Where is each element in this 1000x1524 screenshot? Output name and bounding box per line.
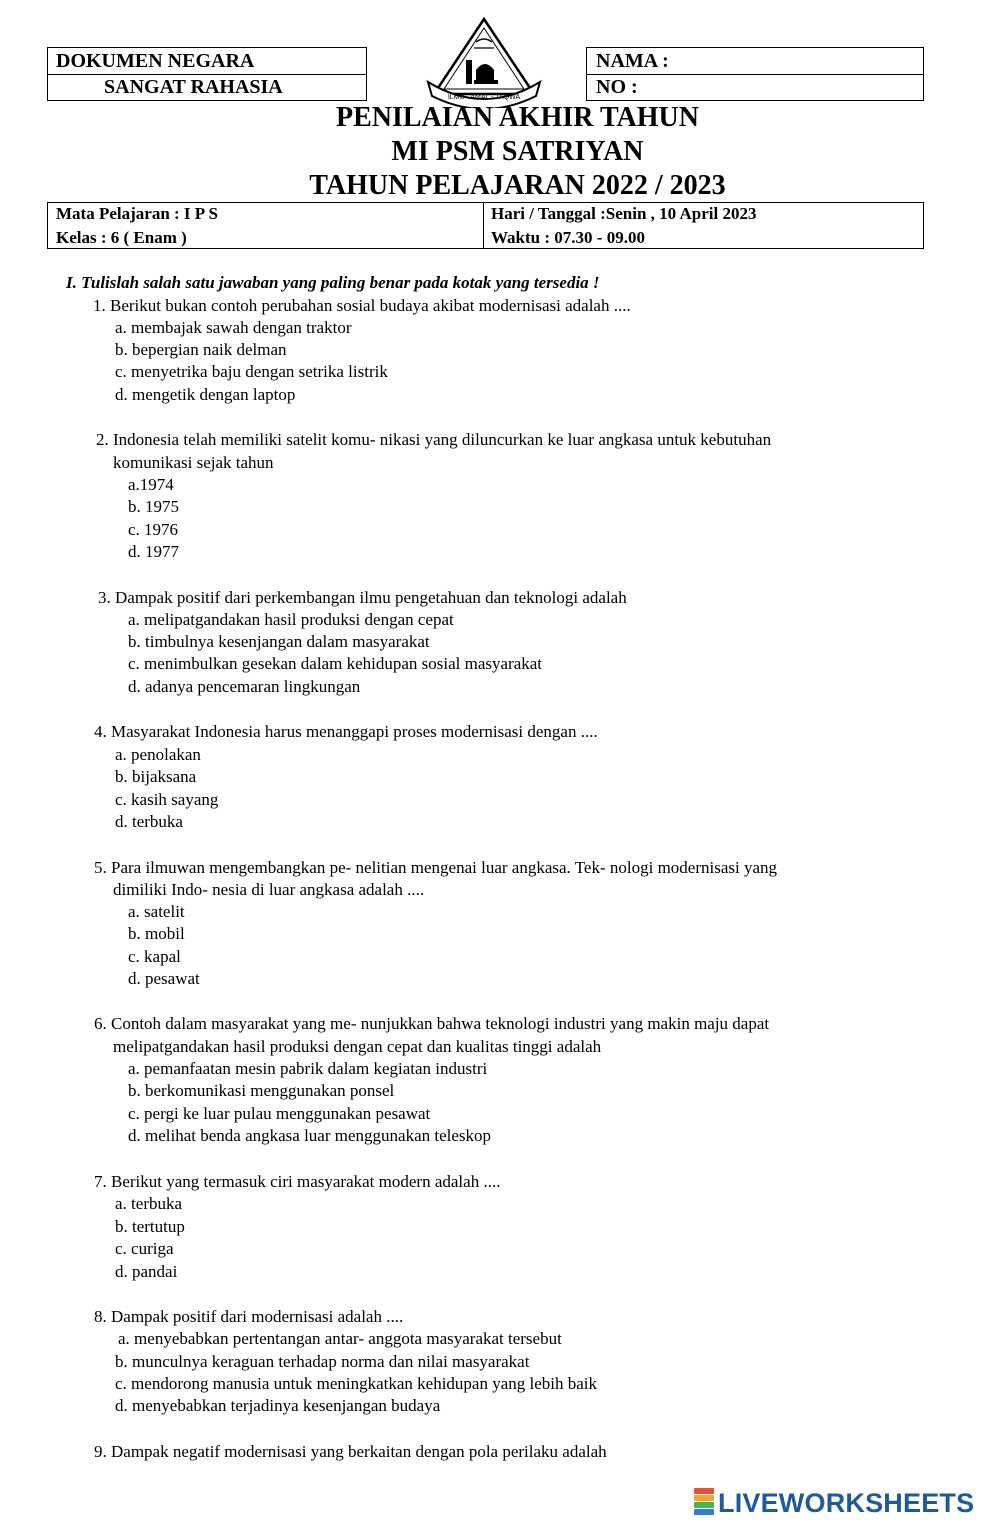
q5-option-c[interactable]: c. kapal — [128, 947, 181, 966]
number-field-label: NO : — [596, 76, 638, 98]
document-classification: DOKUMEN NEGARA — [56, 50, 255, 72]
header-left-box — [47, 47, 367, 101]
school-name: MI PSM SATRIYAN — [391, 136, 644, 167]
question-6: 6. Contoh dalam masyarakat yang me- nunjukkan bahwa teknologi industri yang makin maju dapat — [94, 1014, 770, 1033]
q7-option-c[interactable]: c. curiga — [115, 1239, 174, 1258]
question-3: 3. Dampak positif dari perkembangan ilmu pengetahuan dan teknologi adalah — [98, 588, 627, 607]
question-6-continued: melipatgandakan hasil produksi dengan cepat dan kualitas tinggi adalah — [113, 1037, 602, 1056]
q4-option-a[interactable]: a. penolakan — [115, 745, 201, 764]
school-logo — [418, 16, 550, 108]
q8-option-b[interactable]: b. munculnya keraguan terhadap norma dan nilai masyarakat — [115, 1352, 530, 1371]
class-info: Kelas : 6 ( Enam ) — [56, 228, 187, 247]
q3-option-b[interactable]: b. timbulnya kesenjangan dalam masyarakat — [128, 632, 430, 651]
liveworksheets-logo-icon — [694, 1488, 714, 1518]
q7-option-d[interactable]: d. pandai — [115, 1262, 178, 1281]
q6-option-c[interactable]: c. pergi ke luar pulau menggunakan pesawat — [128, 1104, 431, 1123]
exam-title: PENILAIAN AKHIR TAHUN — [335, 102, 699, 133]
section-instruction: I. Tulislah salah satu jawaban yang paling benar pada kotak yang tersedia ! — [66, 273, 600, 292]
q8-option-c[interactable]: c. mendorong manusia untuk meningkatkan kehidupan yang lebih baik — [115, 1374, 598, 1393]
q2-option-d[interactable]: d. 1977 — [128, 542, 179, 561]
q3-option-d[interactable]: d. adanya pencemaran lingkungan — [128, 677, 361, 696]
q5-option-a[interactable]: a. satelit — [128, 902, 185, 921]
liveworksheets-text: LIVEWORKSHEETS — [718, 1487, 975, 1518]
question-8: 8. Dampak positif dari modernisasi adalah .... — [94, 1307, 404, 1326]
name-field-label: NAMA : — [596, 50, 669, 72]
q8-option-d[interactable]: d. menyebabkan terjadinya kesenjangan budaya — [115, 1396, 441, 1415]
question-4: 4. Masyarakat Indonesia harus menanggapi proses modernisasi dengan .... — [94, 722, 598, 741]
q2-option-a[interactable]: a.1974 — [128, 475, 174, 494]
liveworksheets-watermark — [694, 1486, 974, 1520]
q1-option-d[interactable]: d. mengetik dengan laptop — [115, 385, 296, 404]
header-right-box — [586, 47, 924, 101]
q3-option-a[interactable]: a. melipatgandakan hasil produksi dengan cepat — [128, 610, 454, 629]
q3-option-c[interactable]: c. menimbulkan gesekan dalam kehidupan sosial masyarakat — [128, 654, 543, 673]
question-7: 7. Berikut yang termasuk ciri masyarakat modern adalah .... — [94, 1172, 501, 1191]
info-table-divider — [483, 203, 484, 248]
question-9: 9. Dampak negatif modernisasi yang berkaitan dengan pola perilaku adalah — [94, 1442, 607, 1461]
time-info: Waktu : 07.30 - 09.00 — [491, 228, 645, 247]
logo-banner-text: ILMU - AMAL - TAQWA — [447, 94, 521, 101]
q7-option-b[interactable]: b. tertutup — [115, 1217, 185, 1236]
q2-option-b[interactable]: b. 1975 — [128, 497, 179, 516]
question-2-continued: komunikasi sejak tahun — [113, 453, 274, 472]
q1-option-c[interactable]: c. menyetrika baju dengan setrika listrik — [115, 362, 388, 381]
question-1: 1. Berikut bukan contoh perubahan sosial budaya akibat modernisasi adalah .... — [93, 296, 631, 315]
q6-option-d[interactable]: d. melihat benda angkasa luar menggunakan teleskop — [128, 1126, 492, 1145]
date-info: Hari / Tanggal :Senin , 10 April 2023 — [491, 204, 757, 223]
q1-option-a[interactable]: a. membajak sawah dengan traktor — [115, 318, 352, 337]
q5-option-d[interactable]: d. pesawat — [128, 969, 200, 988]
exam-info-table — [47, 202, 924, 249]
q4-option-c[interactable]: c. kasih sayang — [115, 790, 219, 809]
question-2: 2. Indonesia telah memiliki satelit komu- nikasi yang diluncurkan ke luar angkasa untuk kebutuhan — [96, 430, 772, 449]
question-5-continued: dimiliki Indo- nesia di luar angkasa adalah .... — [113, 880, 425, 899]
question-5: 5. Para ilmuwan mengembangkan pe- nelitian mengenai luar angkasa. Tek- nologi modernisasi yang — [94, 858, 778, 877]
q6-option-b[interactable]: b. berkomunikasi menggunakan ponsel — [128, 1081, 395, 1100]
secrecy-level: SANGAT RAHASIA — [104, 76, 283, 98]
q4-option-d[interactable]: d. terbuka — [115, 812, 183, 831]
q4-option-b[interactable]: b. bijaksana — [115, 767, 197, 786]
subject-info: Mata Pelajaran : I P S — [56, 204, 218, 223]
q8-option-a[interactable]: a. menyebabkan pertentangan antar- anggota masyarakat tersebut — [118, 1329, 562, 1348]
academic-year: TAHUN PELAJARAN 2022 / 2023 — [309, 170, 726, 201]
q7-option-a[interactable]: a. terbuka — [115, 1194, 183, 1213]
q2-option-c[interactable]: c. 1976 — [128, 520, 179, 539]
q6-option-a[interactable]: a. pemanfaatan mesin pabrik dalam kegiatan industri — [128, 1059, 488, 1078]
q5-option-b[interactable]: b. mobil — [128, 924, 185, 943]
q1-option-b[interactable]: b. bepergian naik delman — [115, 340, 287, 359]
